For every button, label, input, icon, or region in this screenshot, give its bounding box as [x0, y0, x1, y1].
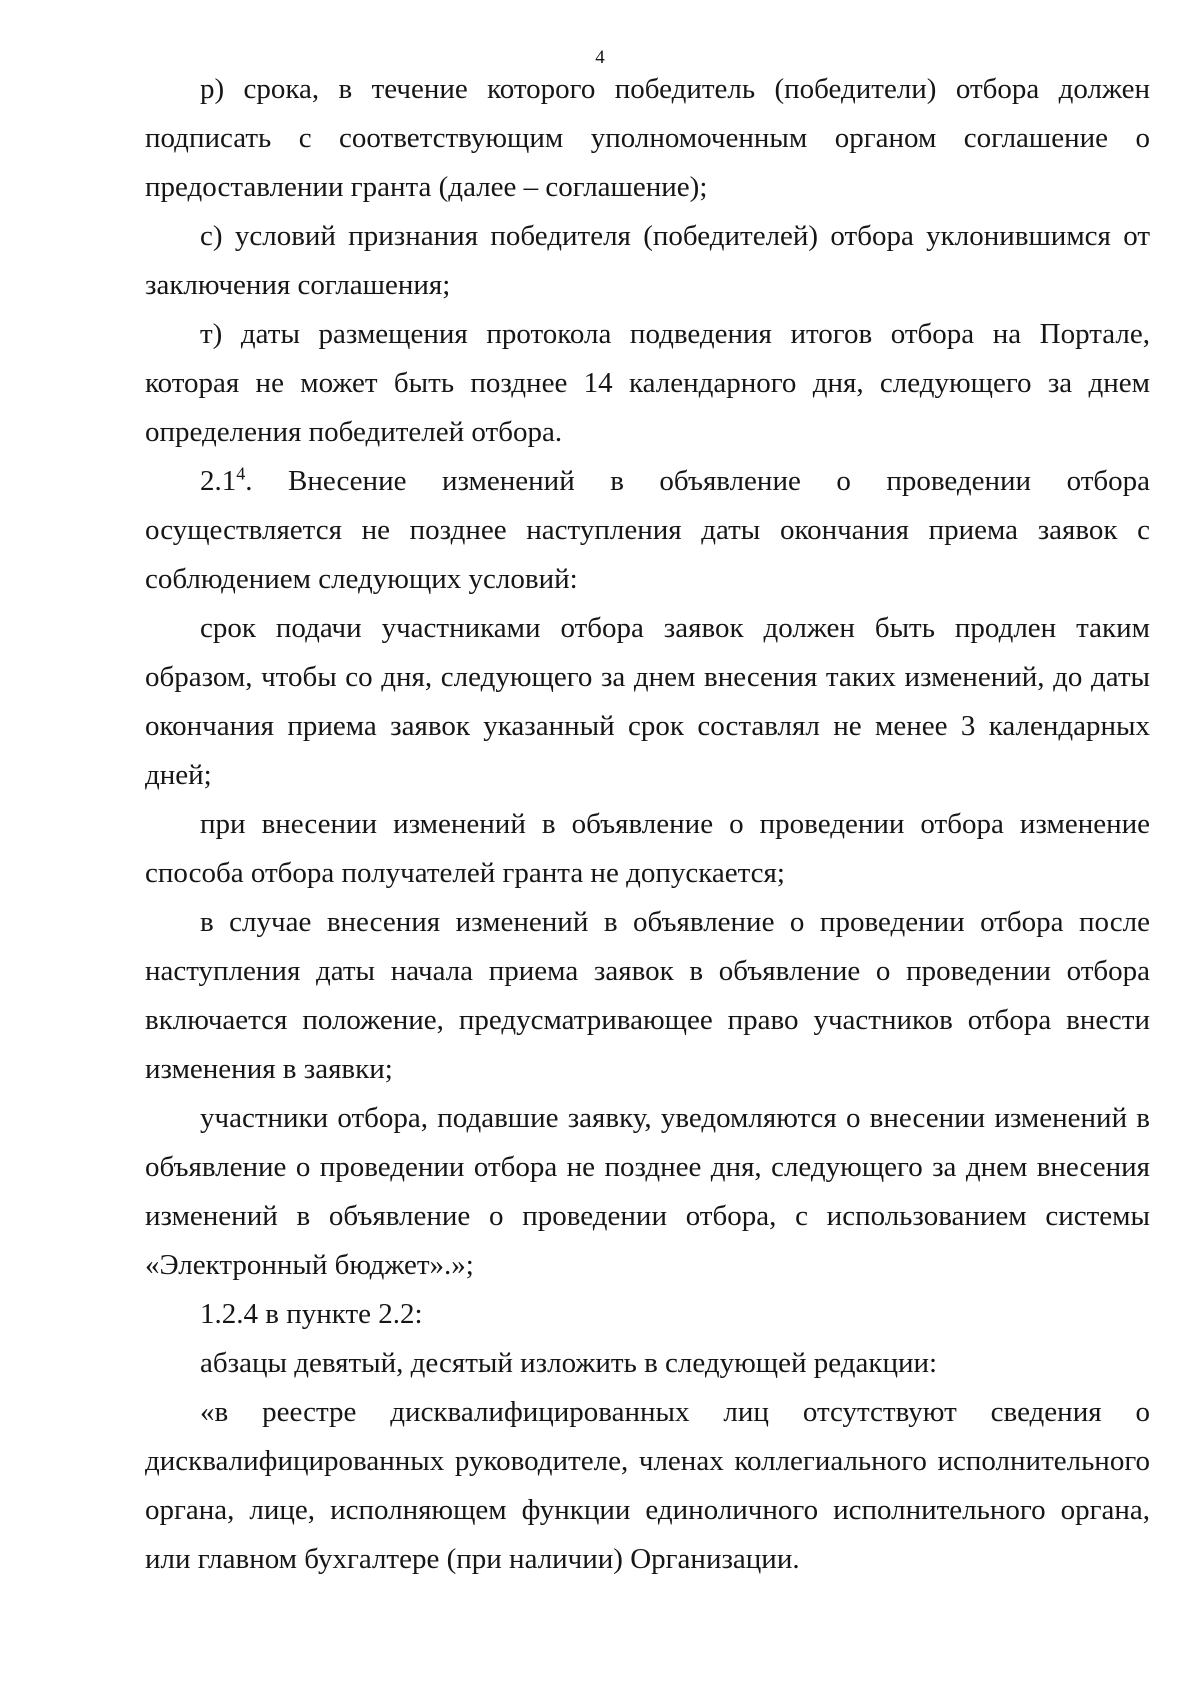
document-body [145, 65, 1150, 1584]
paragraph-point-1-2-4: 1.2.4 в пункте 2.2: [200, 1298, 423, 1330]
page-number: 4 [595, 47, 605, 68]
paragraph-s: с) условий признания победителя (победителей) отбора уклонившимся от заключения соглашения; [145, 220, 1150, 301]
paragraph-t: т) даты размещения протокола подведения итогов отбора на Портале, которая не может быть позднее 14 календарного дня, следующего за днем определения победителей отбора. [145, 318, 1150, 448]
clause-number: 2.1 [200, 465, 237, 497]
paragraph-r: р) срока, в течение которого победитель (победители) отбора должен подписать с соответствующим уполномоченным органом соглашение о предоставлении гранта (далее – соглашение); [145, 73, 1150, 203]
paragraph-clause-2-1-4 [145, 457, 1150, 604]
clause-text: . Внесение изменений в объявление о проведении отбора осуществляется не позднее наступления даты окончания приема заявок с соблюдением следующих условий: [145, 465, 1150, 595]
paragraph-method-change: при внесении изменений в объявление о проведении отбора изменение способа отбора получателей гранта не допускается; [145, 808, 1150, 889]
paragraph-deadline-extension: срок подачи участниками отбора заявок должен быть продлен таким образом, чтобы со дня, следующего за днем внесения таких изменений, до даты окончания приема заявок указанный срок составлял не менее 3 календарных дней; [145, 612, 1150, 791]
paragraph-paragraphs-edit: абзацы девятый, десятый изложить в следующей редакции: [200, 1347, 938, 1379]
paragraph-after-start: в случае внесения изменений в объявление о проведении отбора после наступления даты начала приема заявок в объявление о проведении отбора включается положение, предусматривающее право участников отбора внести изменения в заявки; [145, 906, 1150, 1085]
paragraph-notification: участники отбора, подавшие заявку, уведомляются о внесении изменений в объявление о проведении отбора не позднее дня, следующего за днем внесения изменений в объявление о проведении отбора, с использованием системы «Электронный бюджет».»; [145, 1102, 1150, 1281]
paragraph-registry: «в реестре дисквалифицированных лиц отсутствуют сведения о дисквалифицированных руководителе, членах коллегиального исполнительного органа, лице, исполняющем функции единоличного исполнительного органа, или главном бухгалтере (при наличии) Организации. [145, 1396, 1150, 1575]
clause-superscript: 4 [236, 463, 246, 484]
